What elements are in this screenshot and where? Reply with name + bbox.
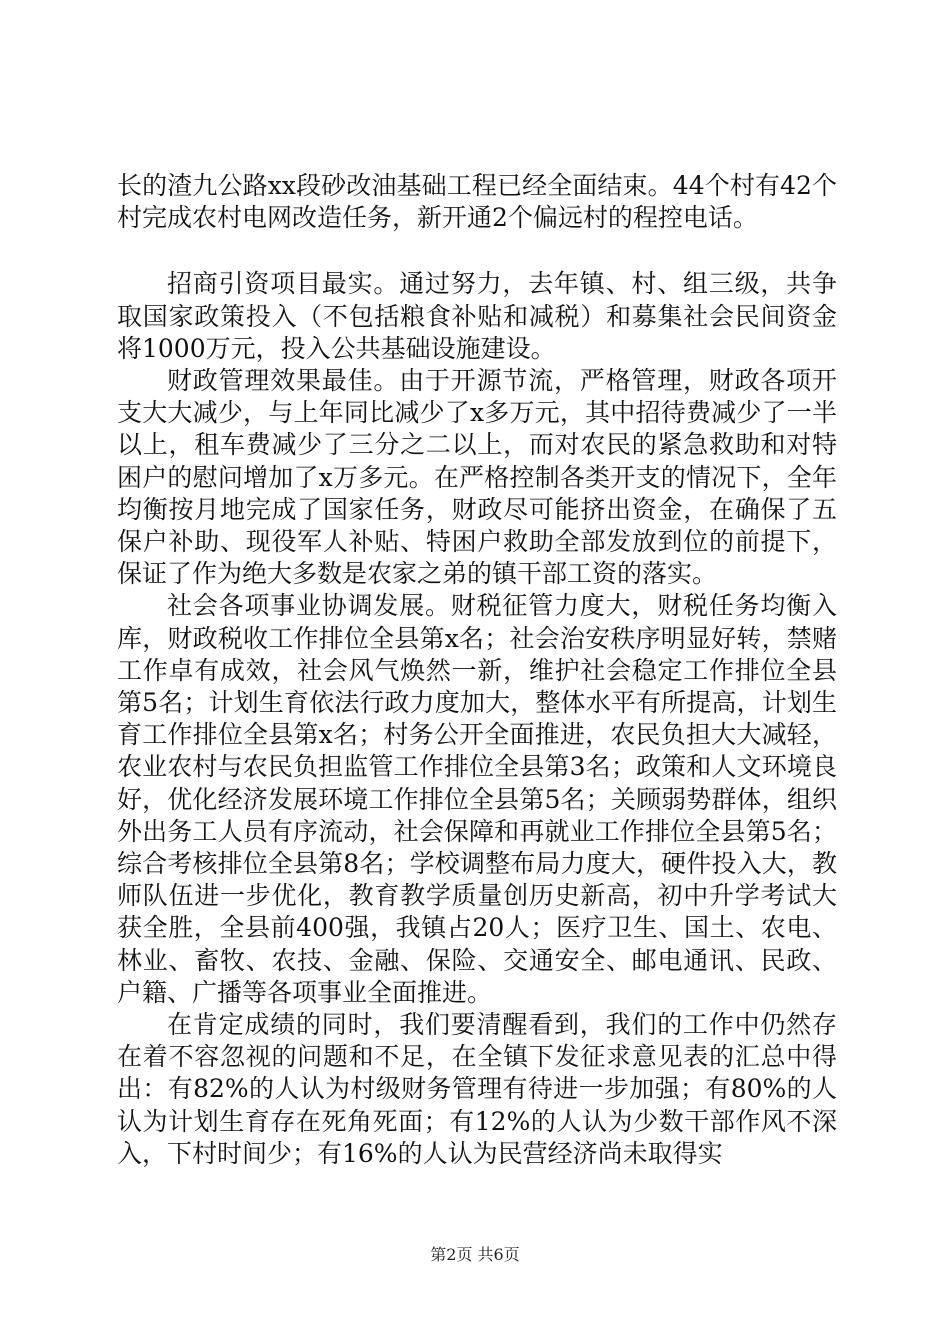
paragraph-5: 在肯定成绩的同时，我们要清醒看到，我们的工作中仍然存在着不容忽视的问题和不足，在全镇下发征求意见表的汇总中得出：有82%的人认为村级财务管理有待进一步加强；有80%的人认为计划生育存在死角死面；有12%的人认为少数干部作风不深入，下村时间少；有16%的人认为民营经济尚未取得实 (117, 1010, 837, 1168)
paragraph-4: 社会各项事业协调发展。财税征管力度大，财税任务均衡入库，财政税收工作排位全县第x名；社会治安秩序明显好转，禁赌工作卓有成效，社会风气焕然一新，维护社会稳定工作排位全县第5名；计划生育依法行政力度加大，整体水平有所提高，计划生育工作排位全县第x名；村务公开全面推进，农民负担大大减轻，农业农村与农民负担监管工作排位全县第3名；政策和人文环境良好，优化经济发展环境工作排位全县第5名；关顾弱势群体，组织外出务工人员有序流动，社会保障和再就业工作排位全县第5名；综合考核排位全县第8名；学校调整布局力度大，硬件投入大，教师队伍进一步优化，教育教学质量创历史新高，初中升学考试大获全胜，全县前400强，我镇占20人；医疗卫生、国土、农电、林业、畜牧、农技、金融、保险、交通安全、邮电通讯、民政、户籍、广播等各项事业全面推进。 (117, 591, 837, 1007)
document-body (117, 170, 837, 1170)
paragraph-2: 招商引资项目最实。通过努力，去年镇、村、组三级，共争取国家政策投入（不包括粮食补贴和减税）和募集社会民间资金将1000万元，投入公共基础设施建设。 (117, 269, 837, 363)
paragraph-3: 财政管理效果最佳。由于开源节流，严格管理，财政各项开支大大减少，与上年同比减少了x多万元，其中招待费减少了一半以上，租车费减少了三分之二以上，而对农民的紧急救助和对特困户的慰问增加了x万多元。在严格控制各类开支的情况下，全年均衡按月地完成了国家任务，财政尽可能挤出资金，在确保了五保户补助、现役军人补贴、特困户救助全部发放到位的前提下，保证了作为绝大多数是农家之弟的镇干部工资的落实。 (117, 366, 837, 589)
page-footer: 第2页 共6页 (430, 1245, 520, 1264)
paragraph-1: 长的渣九公路xx段砂改油基础工程已经全面结束。44个村有42个村完成农村电网改造任务，新开通2个偏远村的程控电话。 (117, 171, 837, 233)
